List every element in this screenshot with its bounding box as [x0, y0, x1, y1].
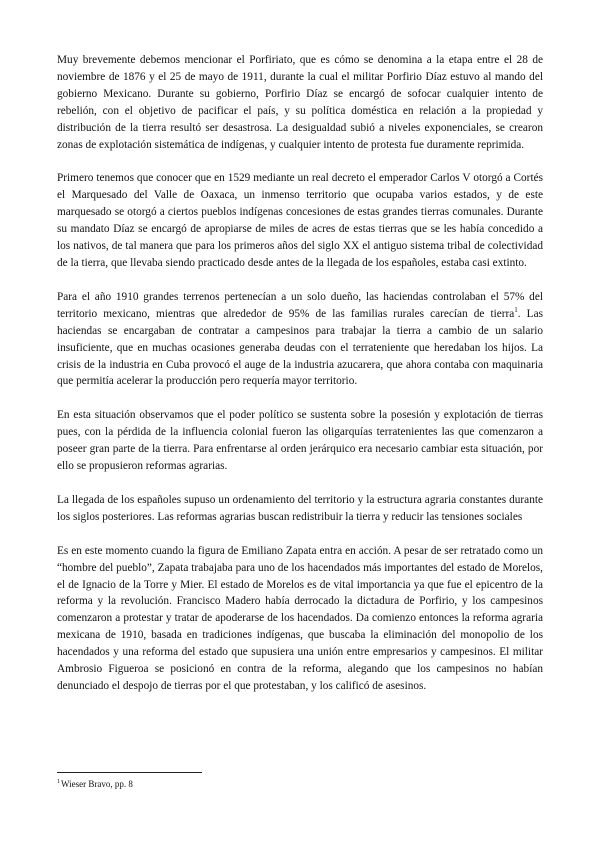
footnote-separator	[57, 772, 202, 773]
paragraph-haciendas-lead: Para el año 1910 grandes terrenos pertenecían a un solo dueño, las haciendas controlaban el 57% del territorio mexicano, mientras que alrededor de 95% de las familias rurales carecían de tierra	[57, 290, 543, 320]
footnote-marker: 1	[57, 779, 60, 785]
paragraph-haciendas-continuation: . Las haciendas se encargaban de contratar a campesinos para trabajar la tierra a cambio de un salario insuficiente, que en muchas ocasiones generaba deudas con el terrateniente que heredaban los hijos. La crisis de la industria en Cuba provocó el auge de la industria azucarera, que ahora contaba con maquinaria que permitía acelerar la producción pero requería mayor territorio.	[57, 307, 543, 388]
paragraph-porfiriato: Muy brevemente debemos mencionar el Porfiriato, que es cómo se denomina a la etapa entre el 28 de noviembre de 1876 y el 25 de mayo de 1911, durante la cual el militar Porfirio Díaz estuvo al mando del gobierno Mexicano. Durante su gobierno, Porfirio Díaz se encargó de sofocar cualquier intento de rebelión, con el objetivo de pacificar el país, y su política doméstica en relación a la propiedad y distribución de la tierra resultó ser desastrosa. La desigualdad subió a niveles exponenciales, se crearon zonas de explotación sistemática de indígenas, y cualquier intento de protesta fue duramente reprimida.	[57, 54, 543, 151]
footnote-text: Wieser Bravo, pp. 8	[61, 779, 133, 789]
footnote	[57, 779, 543, 790]
paragraph-zapata: Es en este momento cuando la figura de Emiliano Zapata entra en acción. A pesar de ser retratado como un “hombre del pueblo”, Zapata trabajaba para uno de los hacendados más importantes del estado de Morelos, el de Ignacio de la Torre y Mier. El estado de Morelos es de vital importancia ya que fue el epicentro de la reforma y la revolución. Francisco Madero había derrocado la dictadura de Porfirio, y los campesinos comenzaron a protestar y tratar de apoderarse de los hacendados. Da comienzo entonces la reforma agraria mexicana de 1910, basada en tradiciones indígenas, que buscaba la eliminación del monopolio de los hacendados y una reforma del estado que supusiera una unión entre empresarios y campesinos. El militar Ambrosio Figueroa se posicionó en contra de la reforma, alegando que los campesinos no habían denunciado el despojo de tierras por el que protestaban, y los calificó de asesinos.	[57, 544, 543, 692]
paragraph-poder-politico: En esta situación observamos que el poder político se sustenta sobre la posesión y explotación de tierras pues, con la pérdida de la influencia colonial fueron las oligarquías terratenientes las que comenzaron a poseer gran parte de la tierra. Para enfrentarse al orden jerárquico era necesario cambiar esta situación, por ello se propusieron reformas agrarias.	[57, 409, 543, 473]
document-body	[57, 52, 543, 712]
paragraph-llegada-espanoles: La llegada de los españoles supuso un ordenamiento del territorio y la estructura agraria constantes durante los siglos posteriores. Las reformas agrarias buscan redistribuir la tierra y reducir las tensiones sociales	[57, 493, 543, 523]
paragraph-marquesado: Primero tenemos que conocer que en 1529 mediante un real decreto el emperador Carlos V otorgó a Cortés el Marquesado del Valle de Oaxaca, un inmenso territorio que ocupaba varios estados, y de este marquesado se otorgó a ciertos pueblos indígenas concesiones de estas grandes tierras comunales. Durante su mandato Díaz se encargó de apropiarse de miles de acres de estas tierras que se les había concedido a los nativos, de tal manera que para los primeros años del siglo XX el antiguo sistema tribal de colectividad de la tierra, que llevaba siendo practicado desde antes de la llegada de los españoles, estaba casi extinto.	[57, 172, 543, 269]
paragraph-haciendas	[57, 289, 543, 390]
footnote-reference: 1	[514, 306, 518, 315]
